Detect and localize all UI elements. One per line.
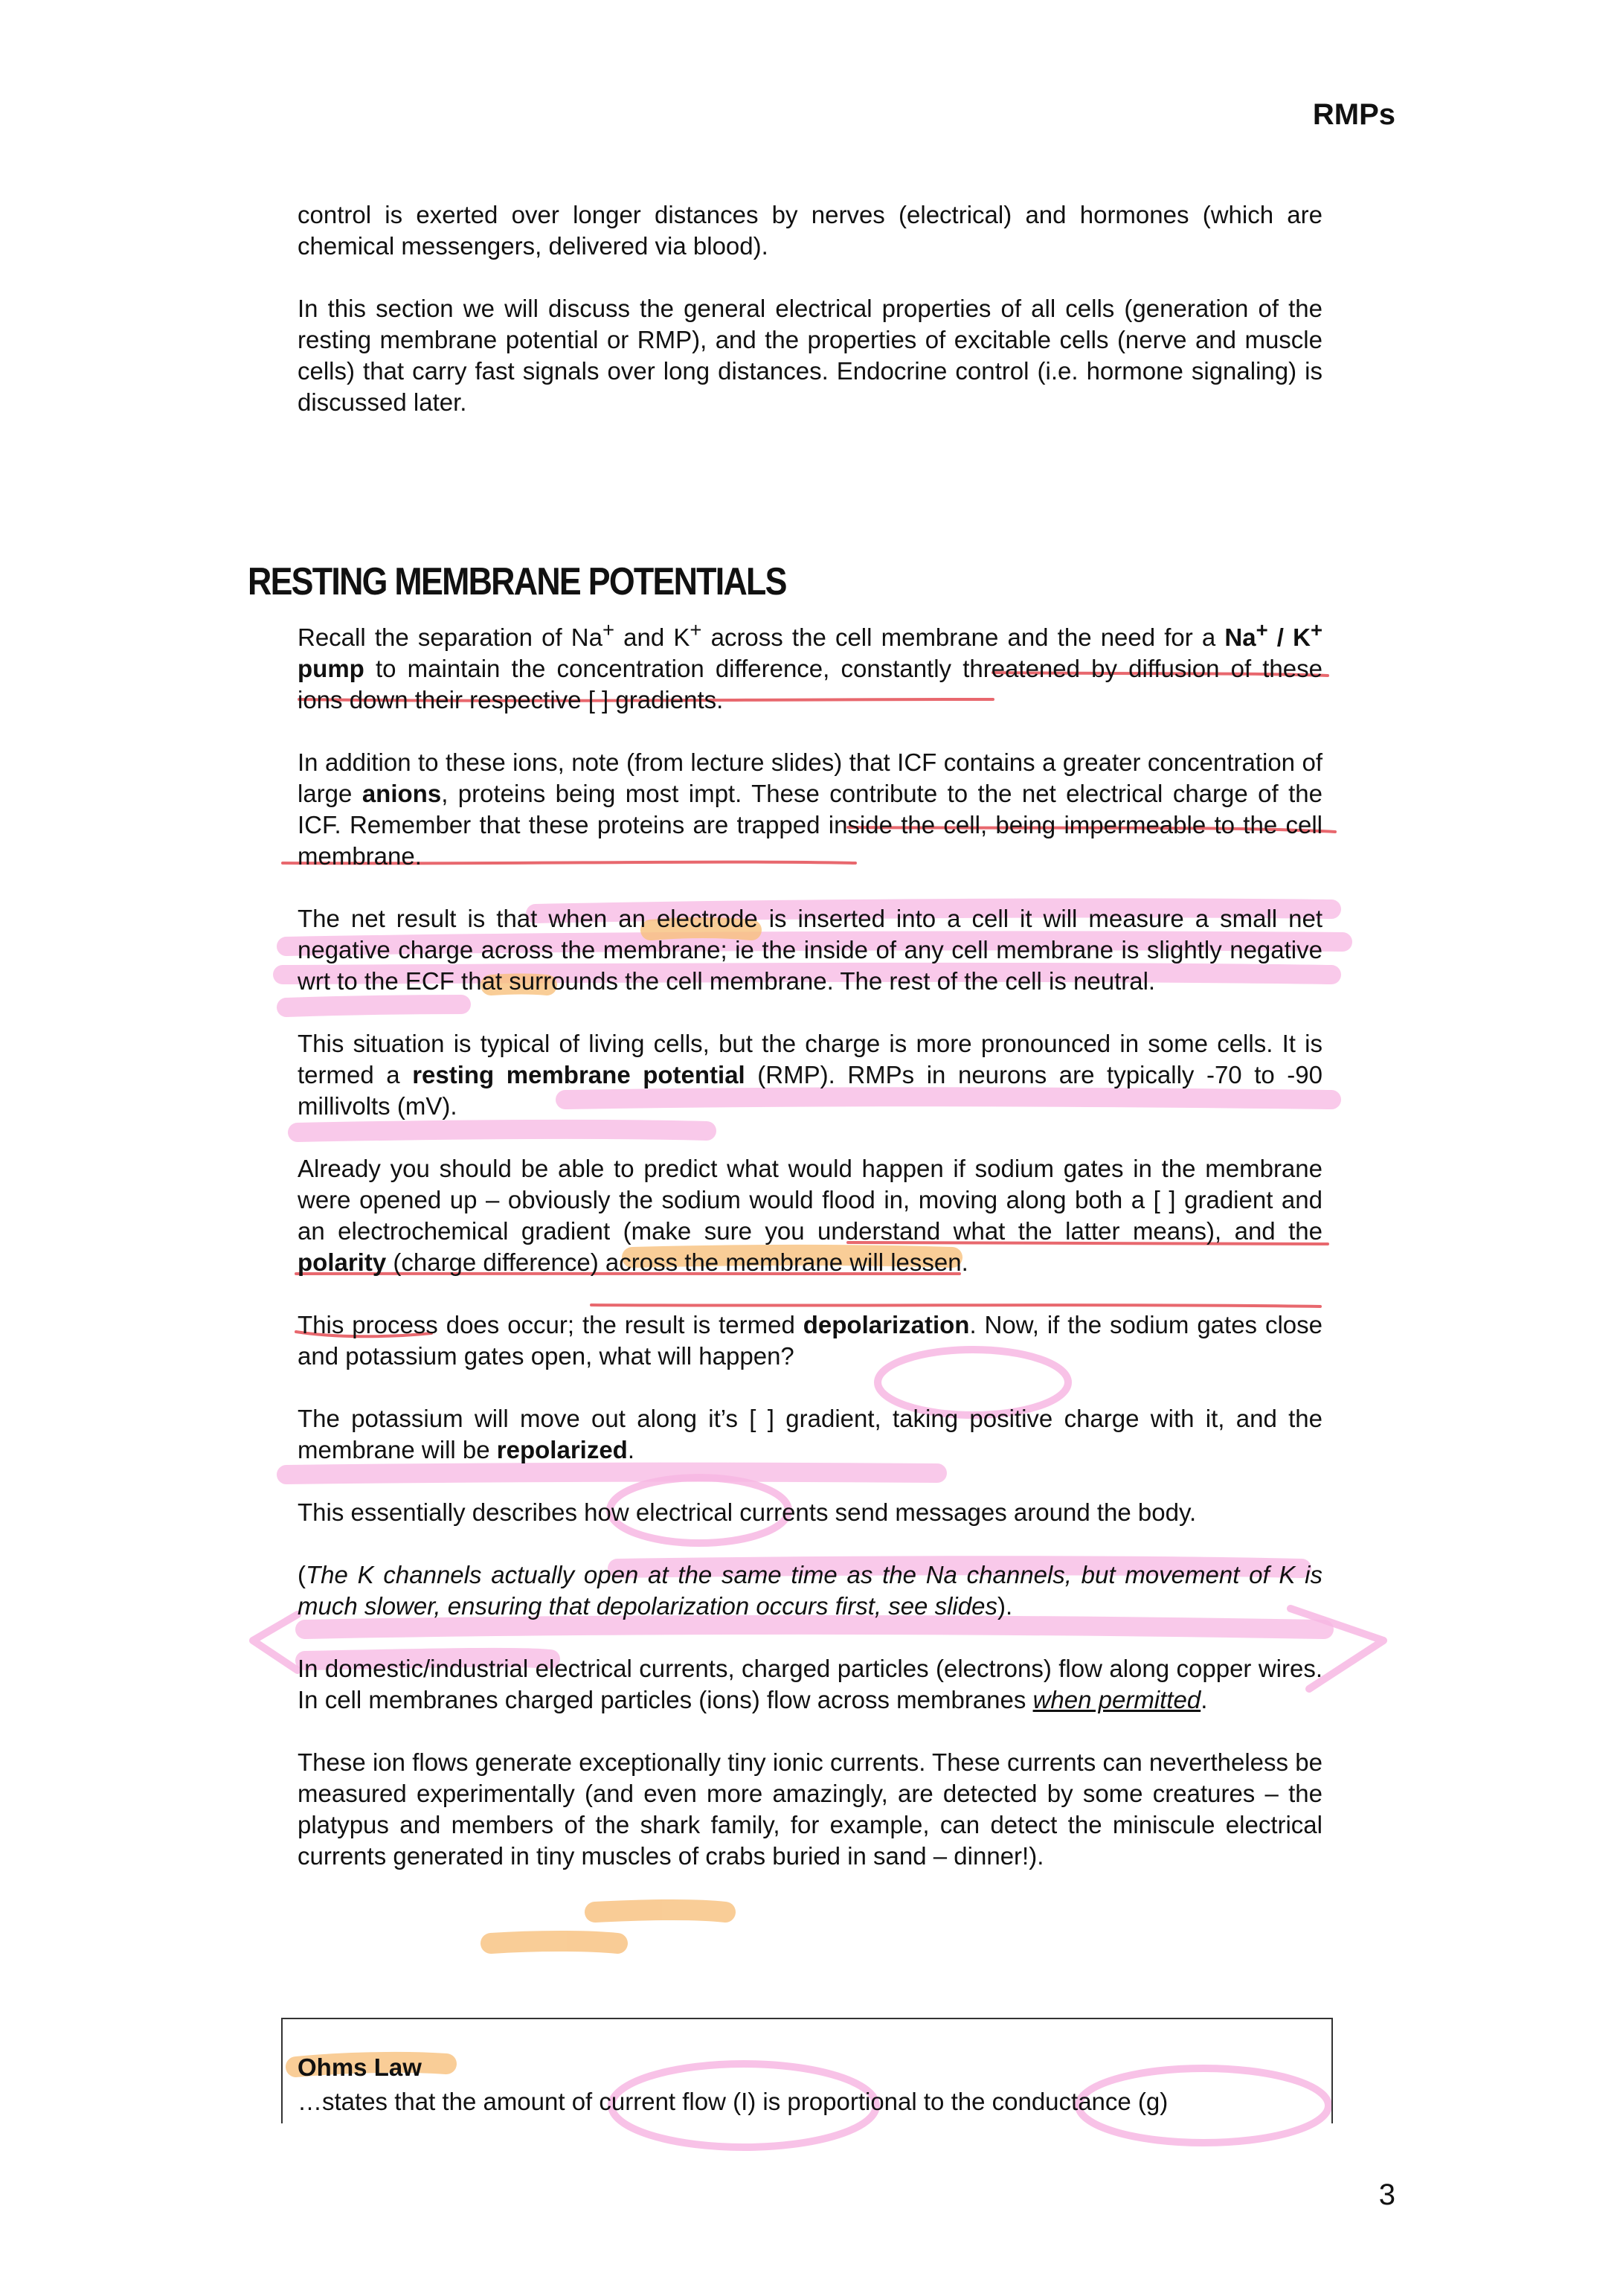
box-text: …states that the amount of current flow (I) is proportional to the conductance (g) [298,2088,1169,2115]
paragraph-8: This essentially describes how electrical currents send messages around the body. [298,1498,1197,1526]
page-number: 3 [1378,2178,1395,2211]
paragraph-7: The potassium will move out along it’s [ ] gradient, taking positive charge with it, and the membrane will be repolarized. [298,1405,1322,1463]
section-heading: RESTING MEMBRANE POTENTIALS [248,560,786,603]
running-header: RMPs [1312,98,1395,131]
paragraph-4: This situation is typical of living cells, but the charge is more pronounced in some cells. It is termed a resting membrane potential (RMP). RMPs in neurons are typically -70 to -90 millivolts (mV). [298,1030,1322,1120]
intro-block [298,199,1322,418]
section-body [298,615,1322,1872]
box-title: Ohms Law [298,2053,422,2081]
paragraph-10: In domestic/industrial electrical currents, charged particles (electrons) flow along copper wires. In cell membranes charged particles (ions) flow across membranes when permitted. [298,1655,1322,1713]
paragraph-1: Recall the separation of Na+ and K+ across the cell membrane and the need for a Na+ / K+ pump to maintain the concentration difference, constantly threatened by diffusion of these ions down their respective [ ] gradients. [298,618,1323,714]
paragraph-5: Already you should be able to predict what would happen if sodium gates in the membrane were opened up – obviously the sodium would flood in, moving along both a [ ] gradient and an electrochemical gradient (make sure you understand what the latter means), and the polarity (charge difference) across the membrane will lessen. [298,1155,1322,1276]
intro-paragraph-1: control is exerted over longer distances by nerves (electrical) and hormones (which are chemical messengers, delivered via blood). [298,201,1322,260]
paragraph-3: The net result is that when an electrode is inserted into a cell it will measure a small net negative charge across the membrane; ie the inside of any cell membrane is slightly negative wrt to the ECF that surrounds the cell membrane. The rest of the cell is neutral. [298,905,1322,995]
ohms-law-box [281,2018,1333,2123]
paragraph-2: In addition to these ions, note (from lecture slides) that ICF contains a greater concentration of large anions, proteins being most impt. These contribute to the net electrical charge of the ICF. Remember that these proteins are trapped inside the cell, being impermeable to the cell membrane. [298,748,1322,870]
paragraph-6: This process does occur; the result is termed depolarization. Now, if the sodium gates close and potassium gates open, what will happen? [298,1311,1323,1370]
paragraph-11: These ion flows generate exceptionally tiny ionic currents. These currents can nevertheless be measured experimentally (and even more amazingly, are detected by some creatures – the platypus and members of the shark family, for example, can detect the miniscule electrical currents generated in tiny muscles of crabs buried in sand – dinner!). [298,1748,1322,1870]
paragraph-9: (The K channels actually open at the same time as the Na channels, but movement of K is much slower, ensuring that depolarization occurs first, see slides). [298,1561,1322,1620]
intro-paragraph-2: In this section we will discuss the general electrical properties of all cells (generation of the resting membrane potential or RMP), and the properties of excitable cells (nerve and muscle cells) that carry fast signals over long distances. Endocrine control (i.e. hormone signaling) is discussed later. [298,295,1322,416]
